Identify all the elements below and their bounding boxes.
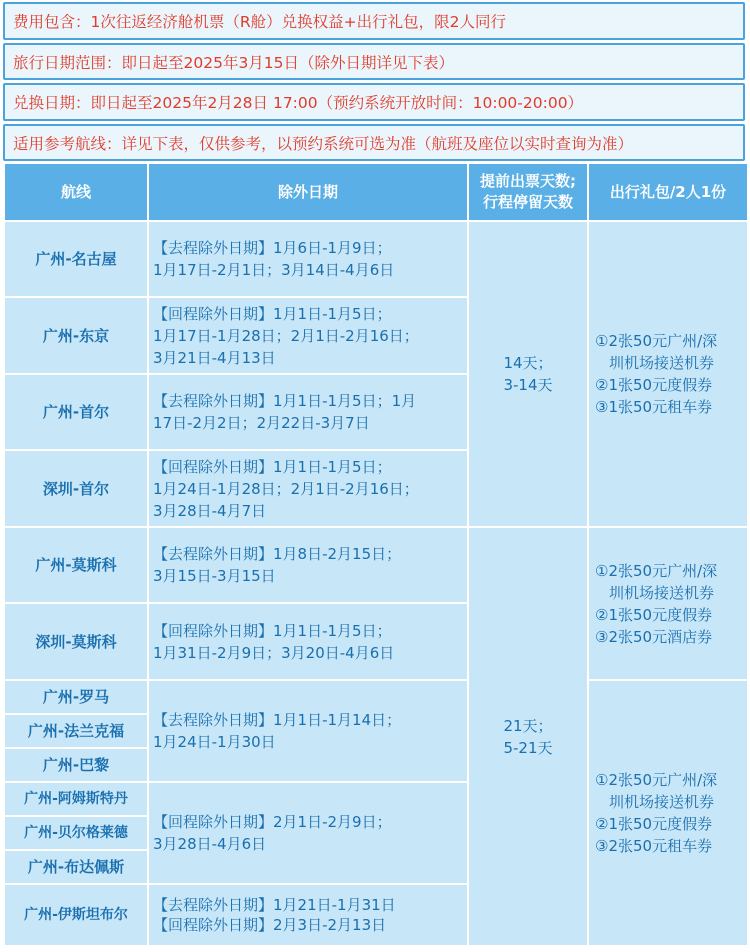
excluded-line: 【去程除外日期】1月1日-1月14日； xyxy=(153,711,402,729)
route-cell: 深圳-首尔 xyxy=(4,450,148,527)
redeem-date-text: 兑换日期：即日起至2025年2月28日 17:00（预约系统开放时间：10:00-20:00） xyxy=(13,94,584,112)
gift-line: ②1张50元度假券 xyxy=(595,815,713,833)
excluded-cell xyxy=(148,221,468,297)
gift-cell xyxy=(588,221,748,527)
route-cell: 广州-伊斯坦布尔 xyxy=(4,884,148,946)
route-cell: 广州-莫斯科 xyxy=(4,527,148,603)
applicable-routes-note xyxy=(3,124,745,161)
route-cell: 广州-首尔 xyxy=(4,374,148,450)
days-cell xyxy=(468,527,588,946)
advance-days: 14天； xyxy=(503,354,553,372)
excluded-line: 【去程除外日期】1月21日-1月31日 xyxy=(153,896,396,914)
route-cell: 广州-贝尔格莱德 xyxy=(4,816,148,850)
excluded-line: 3月15日-3月15日 xyxy=(153,567,276,585)
route-cell: 广州-布达佩斯 xyxy=(4,850,148,884)
route-table xyxy=(3,162,749,947)
gift-line: 圳机场接送机券 xyxy=(609,793,715,811)
excluded-line: 【回程除外日期】1月1日-1月5日； xyxy=(153,457,392,476)
excluded-line: 【回程除外日期】2月1日-2月9日； xyxy=(153,813,392,831)
route-cell: 广州-巴黎 xyxy=(4,748,148,782)
header-gift: 出行礼包/2人1份 xyxy=(588,163,748,221)
excluded-line: 【回程除外日期】1月1日-1月5日； xyxy=(153,621,392,640)
table-row xyxy=(4,680,748,714)
gift-line: 圳机场接送机券 xyxy=(609,354,715,372)
gift-cell xyxy=(588,527,748,680)
advance-days: 21天； xyxy=(503,716,553,735)
excluded-line: 1月17日-2月1日；3月14日-4月6日 xyxy=(153,261,395,279)
excluded-line: 1月31日-2月9日；3月20日-4月6日 xyxy=(153,643,395,662)
route-cell: 深圳-莫斯科 xyxy=(4,603,148,680)
excluded-line: 【去程除外日期】1月6日-1月9日； xyxy=(153,239,392,257)
gift-line: ③2张50元租车券 xyxy=(595,837,713,855)
gift-line: ①2张50元广州/深 xyxy=(595,771,718,789)
excluded-line: 3月21日-4月13日 xyxy=(153,348,276,367)
header-excluded-dates: 除外日期 xyxy=(148,163,468,221)
gift-line: ①2张50元广州/深 xyxy=(595,332,718,350)
excluded-line: 【去程除外日期】1月8日-2月15日； xyxy=(153,545,402,563)
stay-days: 3-14天 xyxy=(503,376,553,394)
gift-line: ③1张50元租车券 xyxy=(595,398,713,416)
route-cell: 广州-名古屋 xyxy=(4,221,148,297)
excluded-line: 【去程除外日期】1月1日-1月5日；1月 xyxy=(153,392,417,410)
fee-included-note xyxy=(3,2,745,40)
gift-line: ②1张50元度假券 xyxy=(595,605,713,624)
excluded-cell xyxy=(148,297,468,374)
excluded-cell xyxy=(148,603,468,680)
route-cell: 广州-罗马 xyxy=(4,680,148,714)
excluded-line: 3月28日-4月7日 xyxy=(153,501,267,520)
excluded-line: 17日-2月2日；2月22日-3月7日 xyxy=(153,414,370,432)
excluded-cell xyxy=(148,680,468,782)
applicable-routes-text: 适用参考航线：详见下表，仅供参考，以预约系统可选为准（航班及座位以实时查询为准） xyxy=(13,134,634,153)
header-route: 航线 xyxy=(4,163,148,221)
route-cell: 广州-阿姆斯特丹 xyxy=(4,782,148,816)
table-header-row xyxy=(4,163,748,221)
excluded-line: 【回程除外日期】2月3日-2月13日 xyxy=(153,916,387,934)
gift-line: ③2张50元酒店券 xyxy=(595,627,713,646)
header-days xyxy=(468,163,588,221)
travel-date-range-note xyxy=(3,43,745,80)
travel-date-range-text: 旅行日期范围：即日起至2025年3月15日（除外日期详见下表） xyxy=(13,53,455,72)
header-days-line2: 行程停留天数 xyxy=(482,193,573,211)
excluded-line: 【回程除外日期】1月1日-1月5日； xyxy=(153,304,392,323)
excluded-line: 1月17日-1月28日；2月1日-2月16日； xyxy=(153,326,419,345)
excluded-line: 1月24日-1月30日 xyxy=(153,733,276,751)
excluded-cell xyxy=(148,450,468,527)
route-cell: 广州-法兰克福 xyxy=(4,714,148,748)
fee-included-text: 费用包含：1次往返经济舱机票（R舱）兑换权益+出行礼包，限2人同行 xyxy=(13,13,506,31)
excluded-line: 1月24日-1月28日；2月1日-2月16日； xyxy=(153,479,419,498)
excluded-cell xyxy=(148,374,468,450)
table-row xyxy=(4,221,748,297)
gift-line: ①2张50元广州/深 xyxy=(595,561,718,580)
gift-line: ②1张50元度假券 xyxy=(595,376,713,394)
header-days-line1: 提前出票天数; xyxy=(480,172,576,190)
excluded-line: 3月28日-4月6日 xyxy=(153,835,267,853)
excluded-cell xyxy=(148,527,468,603)
table-row xyxy=(4,527,748,603)
route-cell: 广州-东京 xyxy=(4,297,148,374)
gift-line: 圳机场接送机券 xyxy=(609,583,715,602)
stay-days: 5-21天 xyxy=(503,738,553,757)
days-cell xyxy=(468,221,588,527)
excluded-cell xyxy=(148,782,468,884)
gift-cell xyxy=(588,680,748,946)
excluded-cell xyxy=(148,884,468,946)
redeem-date-note xyxy=(3,83,745,121)
